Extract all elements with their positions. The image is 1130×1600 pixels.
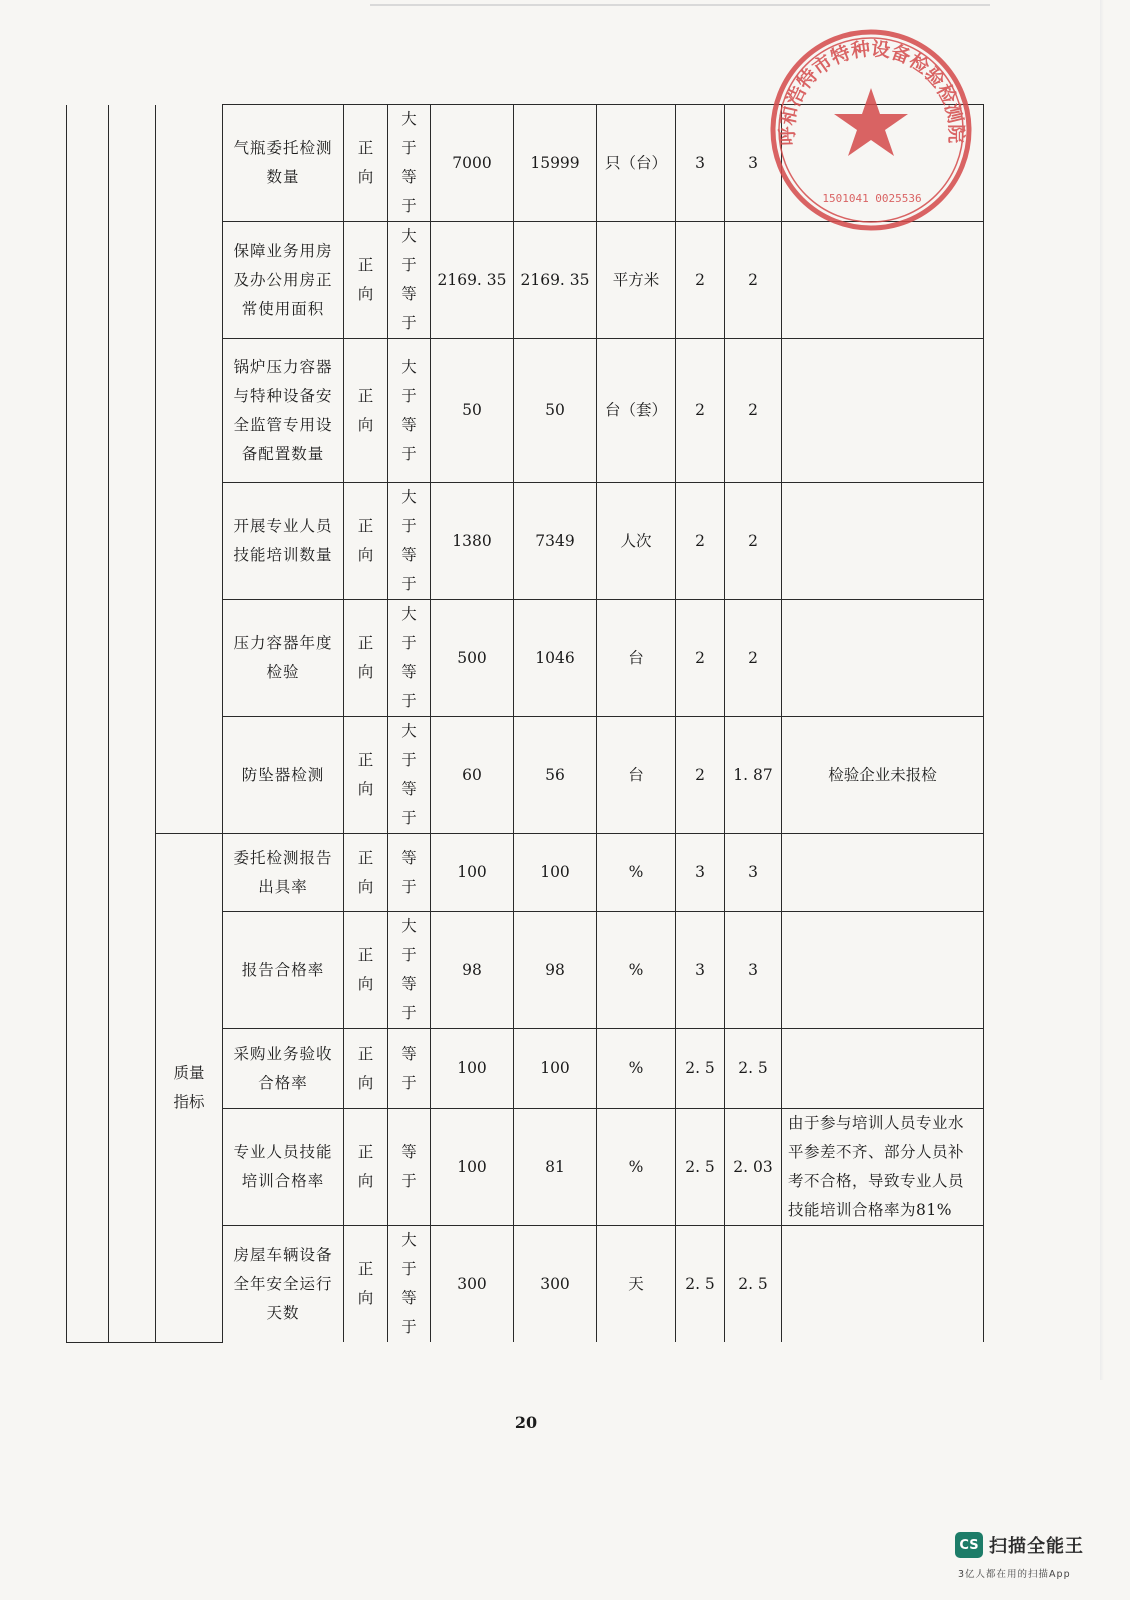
remark-cell [782, 834, 984, 912]
output-quantity-group-cell [156, 105, 223, 834]
actual-value-cell: 50 [514, 339, 597, 483]
score-cell: 2. 5 [725, 1029, 782, 1109]
direction-cell: 正向 [344, 1109, 388, 1226]
operator-cell: 大于等于 [388, 222, 431, 339]
score-cell: 3 [725, 834, 782, 912]
actual-value-cell: 81 [514, 1109, 597, 1226]
actual-value-cell: 1046 [514, 600, 597, 717]
target-value-cell: 98 [431, 912, 514, 1029]
performance-indicator-table [66, 104, 984, 1343]
page-number: 20 [514, 1413, 538, 1432]
target-value-cell: 300 [431, 1226, 514, 1343]
target-value-cell: 500 [431, 600, 514, 717]
score-cell: 2. 5 [725, 1226, 782, 1343]
remark-cell: 由于参与培训人员专业水平参差不齐、部分人员补考不合格，导致专业人员技能培训合格率为81% [782, 1109, 984, 1226]
score-cell: 2 [725, 222, 782, 339]
quality-indicator-group-cell: 质量指标 [156, 834, 223, 1343]
target-value-cell: 100 [431, 834, 514, 912]
operator-cell: 等于 [388, 834, 431, 912]
indicator-name-cell: 气瓶委托检测数量 [223, 105, 344, 222]
indicator-name-cell: 保障业务用房及办公用房正常使用面积 [223, 222, 344, 339]
operator-cell: 大于等于 [388, 105, 431, 222]
target-value-cell: 1380 [431, 483, 514, 600]
unit-cell: 人次 [597, 483, 676, 600]
remark-cell [782, 600, 984, 717]
weight-cell: 3 [676, 105, 725, 222]
direction-cell: 正向 [344, 1226, 388, 1343]
score-cell: 2 [725, 339, 782, 483]
actual-value-cell: 100 [514, 834, 597, 912]
actual-value-cell: 15999 [514, 105, 597, 222]
operator-cell: 大于等于 [388, 339, 431, 483]
operator-cell: 等于 [388, 1109, 431, 1226]
remark-cell [782, 912, 984, 1029]
operator-cell: 大于等于 [388, 600, 431, 717]
direction-cell: 正向 [344, 912, 388, 1029]
unit-cell: 天 [597, 1226, 676, 1343]
score-cell: 2 [725, 600, 782, 717]
indicator-name-cell: 房屋车辆设备全年安全运行天数 [223, 1226, 344, 1343]
table-row [67, 834, 984, 912]
seal-text: 呼和浩特市特种设备检验检测院 [776, 38, 967, 146]
remark-cell [782, 339, 984, 483]
target-value-cell: 100 [431, 1109, 514, 1226]
target-value-cell: 7000 [431, 105, 514, 222]
direction-cell: 正向 [344, 717, 388, 834]
level2-indicator-cell [109, 105, 156, 1343]
weight-cell: 2 [676, 222, 725, 339]
scanner-tagline: 3亿人都在用的扫描App [958, 1569, 1071, 1580]
unit-cell: 台 [597, 717, 676, 834]
unit-cell: 平方米 [597, 222, 676, 339]
score-cell: 3 [725, 105, 782, 222]
target-value-cell: 50 [431, 339, 514, 483]
score-cell: 2. 03 [725, 1109, 782, 1226]
score-cell: 2 [725, 483, 782, 600]
scanner-watermark [955, 1532, 1084, 1558]
direction-cell: 正向 [344, 483, 388, 600]
unit-cell: 台 [597, 600, 676, 717]
operator-cell: 等于 [388, 1029, 431, 1109]
scan-right-edge [1100, 0, 1104, 1380]
weight-cell: 2. 5 [676, 1226, 725, 1343]
unit-cell: % [597, 1029, 676, 1109]
weight-cell: 3 [676, 834, 725, 912]
direction-cell: 正向 [344, 834, 388, 912]
weight-cell: 2. 5 [676, 1109, 725, 1226]
score-cell: 3 [725, 912, 782, 1029]
actual-value-cell: 100 [514, 1029, 597, 1109]
remark-cell [782, 483, 984, 600]
operator-cell: 大于等于 [388, 1226, 431, 1343]
scan-top-edge [370, 4, 990, 6]
table-body [67, 105, 984, 1343]
remark-cell [782, 1029, 984, 1109]
actual-value-cell: 98 [514, 912, 597, 1029]
target-value-cell: 60 [431, 717, 514, 834]
seal-code: 1501041 0025536 [822, 192, 922, 205]
target-value-cell: 2169. 35 [431, 222, 514, 339]
unit-cell: % [597, 1109, 676, 1226]
direction-cell: 正向 [344, 222, 388, 339]
score-cell: 1. 87 [725, 717, 782, 834]
unit-cell: % [597, 834, 676, 912]
remark-cell [782, 105, 984, 222]
actual-value-cell: 2169. 35 [514, 222, 597, 339]
unit-cell: 只（台） [597, 105, 676, 222]
direction-cell: 正向 [344, 105, 388, 222]
actual-value-cell: 7349 [514, 483, 597, 600]
operator-cell: 大于等于 [388, 717, 431, 834]
scanner-app-name: 扫描全能王 [989, 1536, 1084, 1557]
actual-value-cell: 56 [514, 717, 597, 834]
direction-cell: 正向 [344, 339, 388, 483]
direction-cell: 正向 [344, 1029, 388, 1109]
weight-cell: 2 [676, 339, 725, 483]
remark-cell: 检验企业未报检 [782, 717, 984, 834]
operator-cell: 大于等于 [388, 483, 431, 600]
unit-cell: 台（套） [597, 339, 676, 483]
indicator-name-cell: 压力容器年度检验 [223, 600, 344, 717]
target-value-cell: 100 [431, 1029, 514, 1109]
weight-cell: 2 [676, 717, 725, 834]
indicator-name-cell: 锅炉压力容器与特种设备安全监管专用设备配置数量 [223, 339, 344, 483]
indicator-name-cell: 防坠器检测 [223, 717, 344, 834]
remark-cell [782, 222, 984, 339]
weight-cell: 2 [676, 600, 725, 717]
weight-cell: 3 [676, 912, 725, 1029]
table-row [67, 105, 984, 222]
direction-cell: 正向 [344, 600, 388, 717]
indicator-name-cell: 报告合格率 [223, 912, 344, 1029]
unit-cell: % [597, 912, 676, 1029]
actual-value-cell: 300 [514, 1226, 597, 1343]
operator-cell: 大于等于 [388, 912, 431, 1029]
weight-cell: 2 [676, 483, 725, 600]
level1-indicator-cell [67, 105, 109, 1343]
weight-cell: 2. 5 [676, 1029, 725, 1109]
indicator-name-cell: 开展专业人员技能培训数量 [223, 483, 344, 600]
remark-cell [782, 1226, 984, 1343]
indicator-name-cell: 采购业务验收合格率 [223, 1029, 344, 1109]
indicator-name-cell: 委托检测报告出具率 [223, 834, 344, 912]
scanner-badge-icon: CS [955, 1532, 983, 1558]
indicator-name-cell: 专业人员技能培训合格率 [223, 1109, 344, 1226]
